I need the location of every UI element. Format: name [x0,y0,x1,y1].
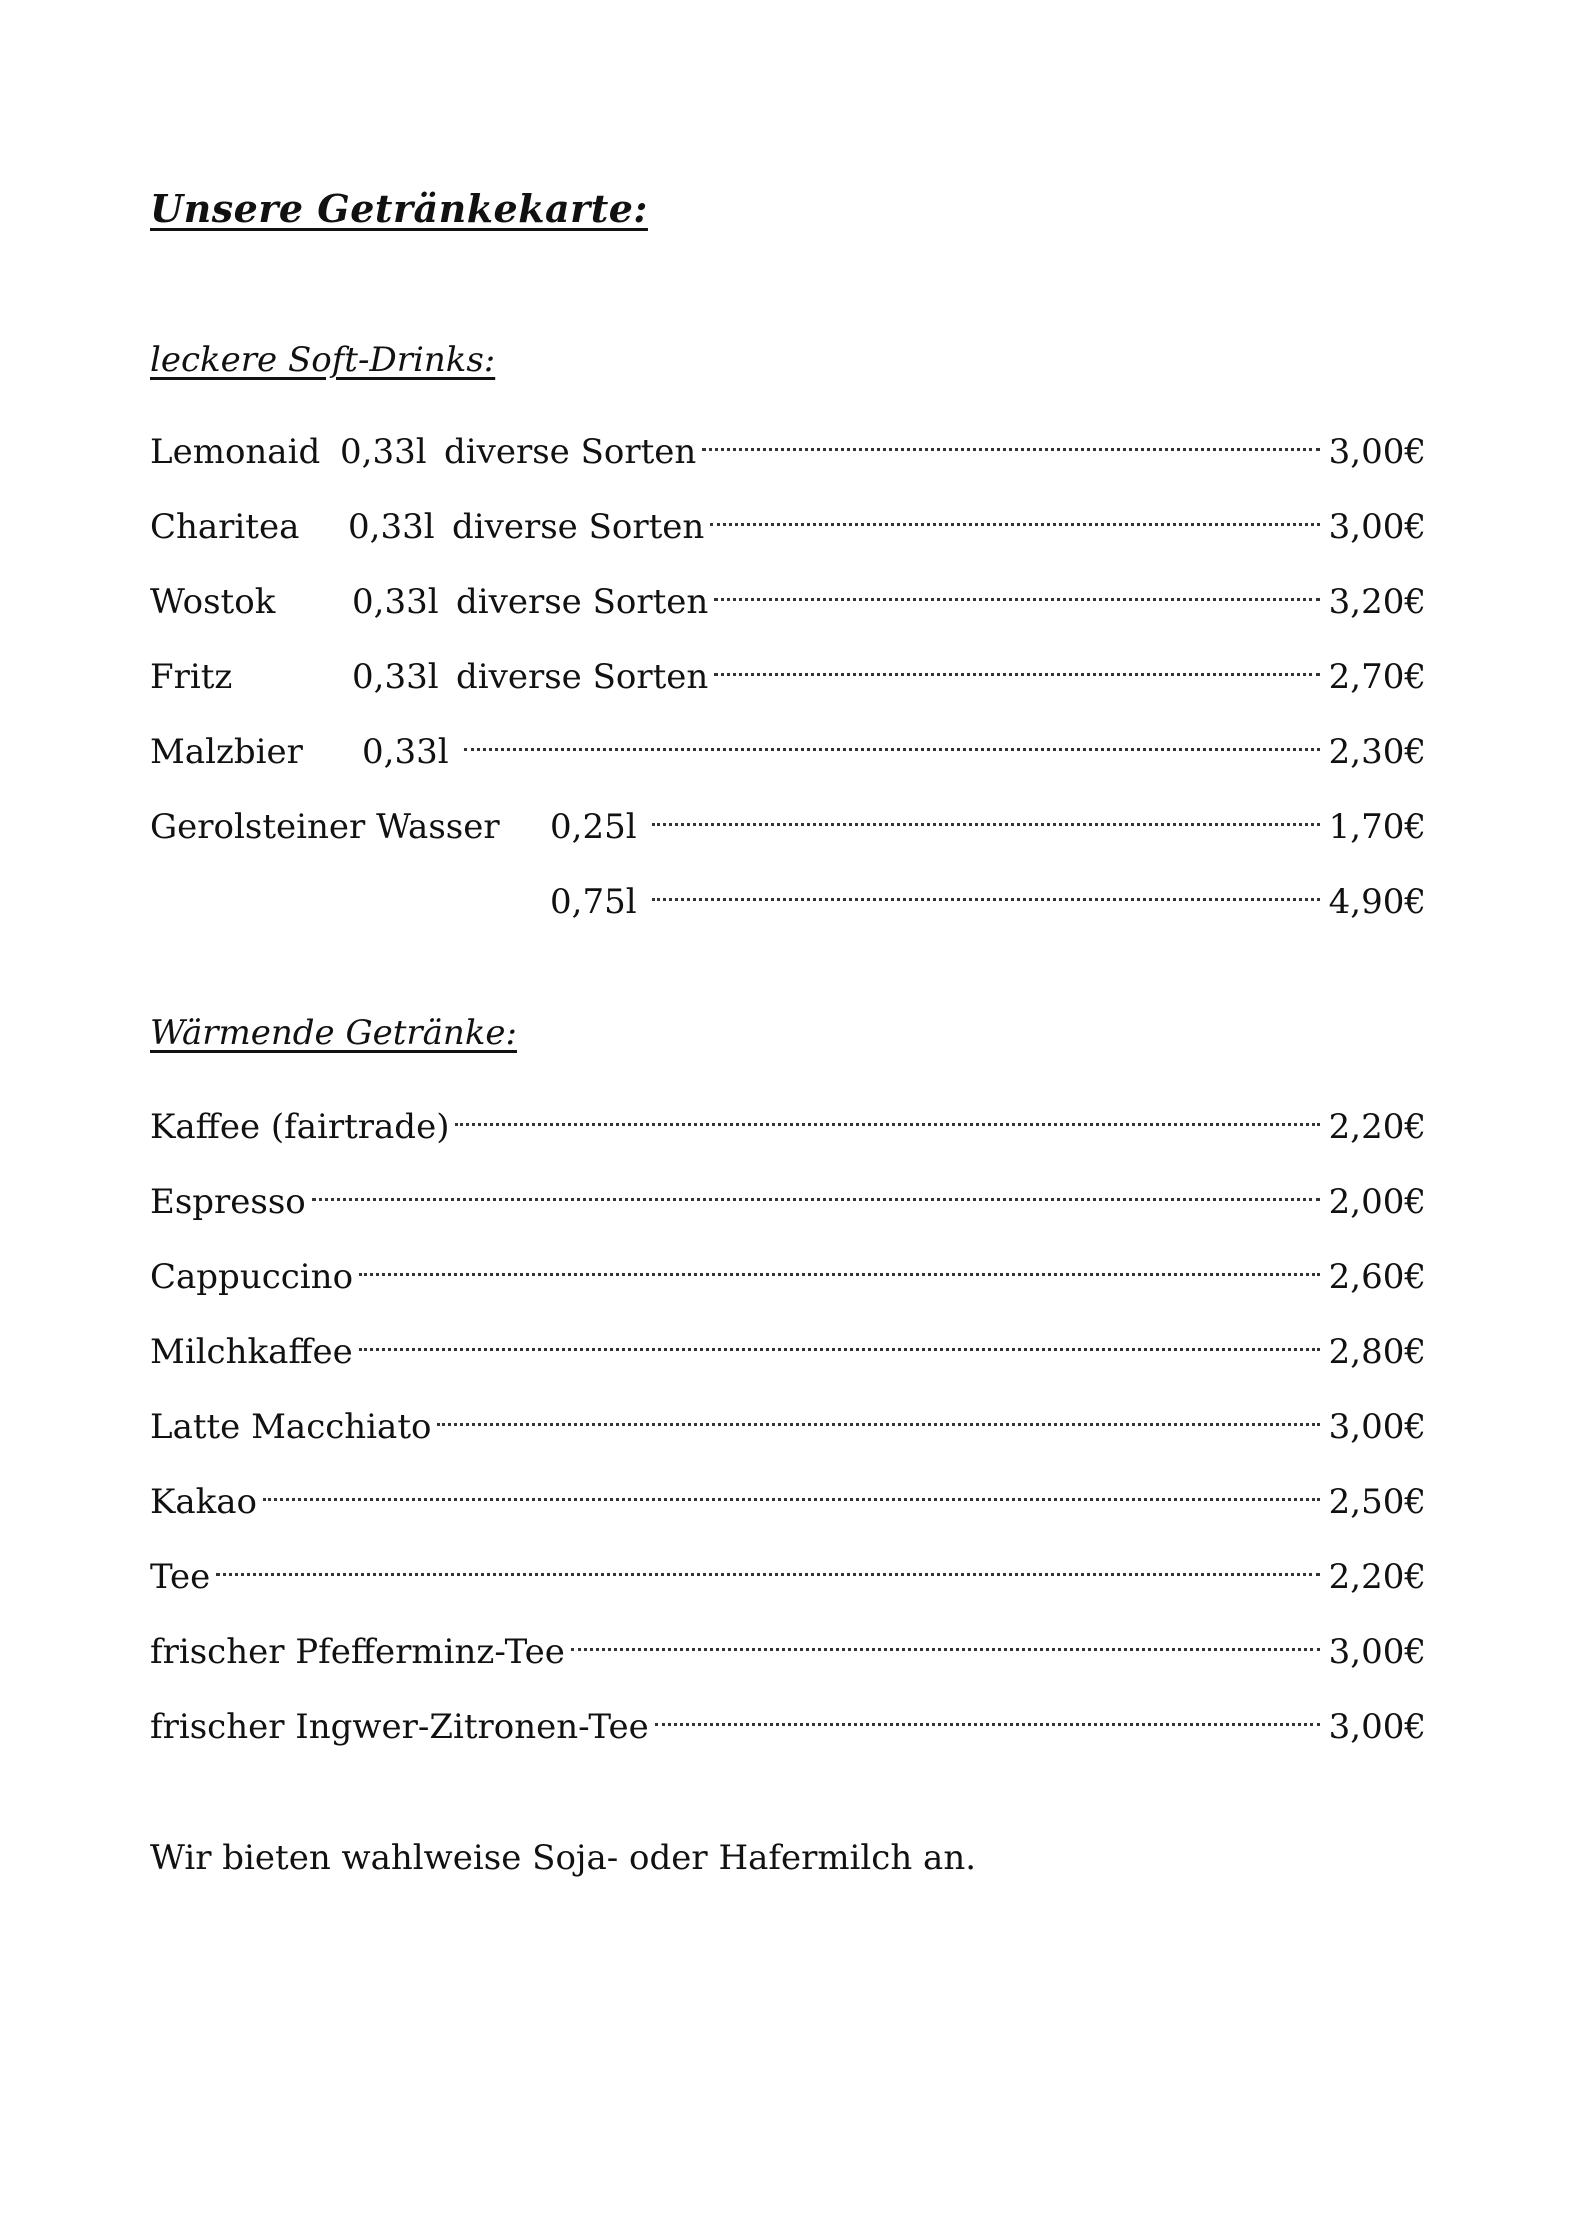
item-volume: 0,33l [352,582,439,622]
item-price: 2,60€ [1328,1257,1426,1297]
menu-item-pfefferminz-tee [150,1613,1426,1672]
item-price: 2,00€ [1328,1182,1426,1222]
dot-leader [652,863,1320,913]
item-price: 3,20€ [1328,582,1426,622]
item-volume: 0,33l [362,732,449,772]
menu-item-malzbier [150,713,1426,772]
menu-item-charitea [150,488,1426,547]
item-price: 3,00€ [1328,432,1426,472]
dot-leader [437,1388,1320,1438]
item-price: 2,80€ [1328,1332,1426,1372]
menu-item-espresso [150,1163,1426,1222]
item-volume: 0,33l [340,432,427,472]
dot-leader [263,1463,1320,1513]
dot-leader [714,563,1320,613]
item-name: Wostok [150,582,276,622]
item-price: 1,70€ [1328,807,1426,847]
item-volume: 0,25l [550,807,637,847]
dot-leader [571,1613,1320,1663]
item-price: 3,00€ [1328,1707,1426,1747]
item-price: 4,90€ [1328,882,1426,922]
menu-item-lemonaid [150,413,1426,472]
page-title: Unsere Getränkekarte: [150,186,648,231]
item-volume: 0,75l [550,882,637,922]
item-volume: 0,33l [352,657,439,697]
item-price: 3,00€ [1328,507,1426,547]
item-note: diverse Sorten [456,657,709,697]
dot-leader [359,1313,1320,1363]
dot-leader [714,638,1320,688]
item-price: 2,50€ [1328,1482,1426,1522]
menu-item-tee [150,1538,1426,1597]
item-price: 2,30€ [1328,732,1426,772]
dot-leader [652,788,1320,838]
dot-leader [216,1538,1320,1588]
item-name: Cappuccino [150,1257,354,1297]
item-name: Fritz [150,657,233,697]
item-note: diverse Sorten [452,507,705,547]
section-heading-soft-drinks: leckere Soft-Drinks: [150,340,496,380]
item-name: Kakao [150,1482,258,1522]
item-note: diverse Sorten [444,432,697,472]
dot-leader [312,1163,1320,1213]
menu-item-milchkaffee [150,1313,1426,1372]
item-price: 2,70€ [1328,657,1426,697]
item-name: Milchkaffee [150,1332,353,1372]
section-heading-warm-drinks: Wärmende Getränke: [150,1013,518,1053]
item-name: Espresso [150,1182,306,1222]
item-name: Lemonaid [150,432,321,472]
item-price: 2,20€ [1328,1107,1426,1147]
item-volume: 0,33l [348,507,435,547]
menu-item-kakao [150,1463,1426,1522]
item-name: Charitea [150,507,300,547]
item-price: 2,20€ [1328,1557,1426,1597]
menu-item-fritz [150,638,1426,697]
menu-item-wostok [150,563,1426,622]
dot-leader [655,1688,1320,1738]
item-price: 3,00€ [1328,1407,1426,1447]
item-name: Kaffee (fairtrade) [150,1107,450,1147]
menu-item-kaffee [150,1088,1426,1147]
item-name: frischer Ingwer-Zitronen-Tee [150,1707,649,1747]
menu-item-ingwer-zitronen-tee [150,1688,1426,1747]
dot-leader [455,1088,1320,1138]
item-name: Latte Macchiato [150,1407,432,1447]
item-price: 3,00€ [1328,1632,1426,1672]
item-note: diverse Sorten [456,582,709,622]
item-name: Tee [150,1557,211,1597]
milk-alternatives-note: Wir bieten wahlweise Soja- oder Hafermilch an. [150,1838,977,1878]
item-name: Malzbier [150,732,303,772]
menu-item-cappuccino [150,1238,1426,1297]
item-name: Gerolsteiner Wasser [150,807,500,847]
dot-leader [710,488,1320,538]
dot-leader [464,713,1320,763]
item-name: frischer Pfefferminz-Tee [150,1632,565,1672]
dot-leader [702,413,1320,463]
menu-item-gerolsteiner-small [150,788,1426,847]
dot-leader [359,1238,1320,1288]
menu-item-gerolsteiner-large [150,863,1426,922]
menu-item-latte-macchiato [150,1388,1426,1447]
